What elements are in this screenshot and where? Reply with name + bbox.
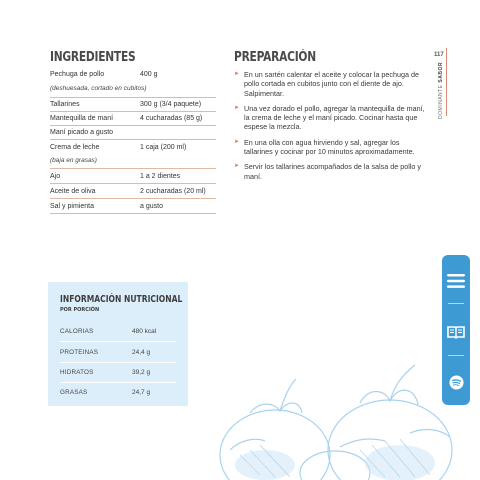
ingredient-name: Mantequilla de maní (50, 115, 114, 122)
preparation-step (234, 70, 430, 98)
ingredient-name: Crema de leche (50, 144, 100, 151)
nutrition-value: 24,4 g (132, 349, 151, 356)
nutrition-title: INFORMACIÓN NUTRICIONAL (60, 294, 183, 305)
ingredient-name: Ajo (50, 172, 61, 180)
nutrition-row (60, 343, 176, 363)
page-number: 117 (434, 52, 444, 58)
nutrition-box (48, 282, 188, 406)
ingredients-title: INGREDIENTES (50, 50, 136, 65)
preparation-step (234, 138, 430, 157)
ingredient-qty: 300 g (3/4 paquete) (140, 101, 202, 108)
nutrition-value: 480 kcal (132, 328, 157, 335)
step-text: Una vez dorado el pollo, agregar la mantequilla de maní, la crema de leche y el maní picado. Cocinar hasta que espese la mezcla. (244, 103, 425, 132)
ingredient-name: Pechuga de pollo (50, 71, 105, 78)
step-text: En una olla con agua hirviendo y sal, agregar los tallarines y cocinar por 10 minutos aproximadamente. (244, 137, 415, 157)
ingredient-qty: 4 cucharadas (85 g) (140, 115, 203, 122)
ingredient-row (50, 199, 216, 214)
preparation-step (234, 104, 430, 132)
nutrition-subtitle: POR PORCIÓN (60, 307, 100, 313)
ingredient-row (50, 184, 216, 199)
ingredient-qty: 2 cucharadas (20 ml) (140, 187, 206, 195)
ingredient-qty: 1 a 2 dientes (140, 172, 181, 180)
ingredient-note: (deshuesada, cortado en cubitos) (50, 84, 147, 92)
nutrition-label: CALORIAS (60, 328, 94, 335)
nutrition-value: 39,2 g (132, 369, 151, 376)
bullet-icon: ► (234, 138, 240, 145)
ingredient-row (50, 69, 216, 98)
ingredient-row (50, 169, 216, 184)
tomato-illustration (200, 355, 480, 480)
ingredients-table (50, 69, 216, 214)
ingredient-row (50, 112, 216, 126)
ingredient-qty: a gusto (140, 202, 163, 210)
step-text: Servir los tallarines acompañados de la salsa de pollo y maní. (244, 162, 421, 181)
section-label (438, 62, 444, 119)
page-divider (446, 48, 447, 116)
nutrition-row (60, 363, 176, 383)
ingredient-name: Maní picado a gusto (50, 129, 114, 136)
book-icon[interactable] (446, 322, 466, 342)
menu-icon[interactable] (446, 271, 466, 291)
ingredient-row (50, 98, 216, 112)
preparation-step (234, 162, 430, 181)
preparation-steps (234, 70, 430, 187)
tab-divider (448, 303, 464, 304)
nutrition-label: GRASAS (60, 388, 88, 396)
nutrition-label: HIDRATOS (60, 369, 94, 376)
bullet-icon: ► (234, 104, 240, 111)
ingredient-name: Sal y pimienta (50, 202, 94, 210)
ingredient-note: (baja en grasas) (50, 156, 97, 164)
preparation-title: PREPARACIÓN (234, 50, 316, 65)
nutrition-row (60, 382, 176, 402)
ingredient-name: Tallarines (50, 101, 80, 108)
bullet-icon: ► (234, 71, 240, 77)
ingredient-row (50, 140, 216, 169)
ingredient-qty: 400 g (140, 71, 158, 78)
nutrition-value: 24,7 g (132, 388, 151, 396)
nutrition-label: PROTEINAS (60, 349, 99, 356)
step-text: En un sartén calentar el aceite y colocar la pechuga de pollo cortada en cubitos junto con el diente de ajo. Salpimentar. (244, 70, 420, 98)
ingredient-row (50, 126, 216, 140)
bullet-icon: ► (234, 163, 240, 170)
ingredient-qty: 1 caja (200 ml) (140, 144, 187, 151)
ingredient-name: Aceite de oliva (50, 187, 96, 195)
section-label-strong: SABOR (438, 62, 444, 83)
nutrition-row (60, 322, 176, 342)
section-label-muted: DOMINANTE (438, 84, 444, 119)
